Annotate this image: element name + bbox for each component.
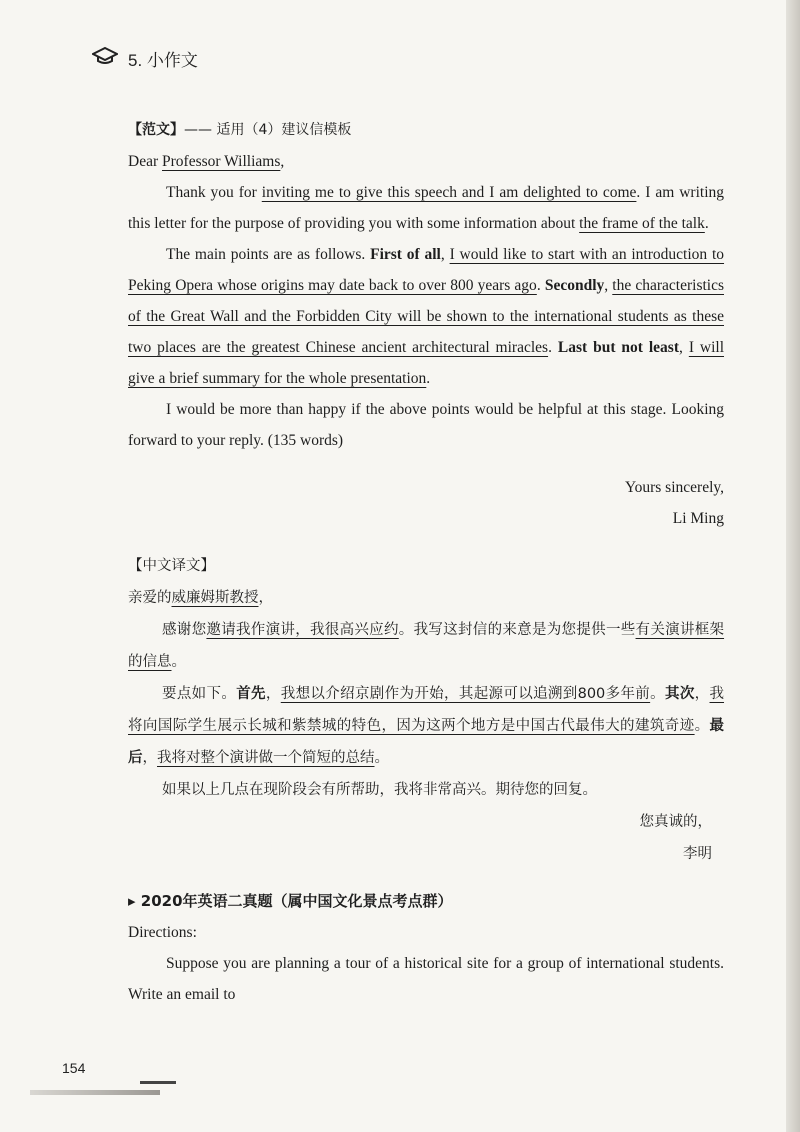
translation-paragraph-3: 如果以上几点在现阶段会有所帮助，我将非常高兴。期待您的回复。 (162, 782, 597, 798)
translation-paragraph-1: 感谢您邀请我作演讲，我很高兴应约。我写这封信的来意是为您提供一些有关演讲框架的信息。 (128, 622, 725, 670)
footer-bar (30, 1090, 160, 1095)
translation-signature: 李明 (683, 846, 712, 862)
translation-salutation: 亲爱的威廉姆斯教授， (128, 590, 273, 606)
translation-closing: 您真诚的， (639, 814, 712, 830)
graduation-cap-icon (92, 46, 118, 71)
page-content (128, 114, 724, 1010)
sample-paragraph-3: I would be more than happy if the above points would be helpful at this stage. Looking forward to your reply. (135 words) (128, 401, 724, 449)
sample-signature: Li Ming (672, 510, 724, 527)
translation-block (128, 550, 724, 870)
book-spine (786, 0, 800, 1132)
triangle-marker-icon: ▸ (128, 892, 136, 910)
translation-paragraph-2: 要点如下。首先，我想以介绍京剧作为开始，其起源可以追溯到800多年前。其次，我将向国际学生展示长城和紫禁城的特色，因为这两个地方是中国古代最伟大的建筑奇迹。最后，我将对整个演讲做一个简短的总结。 (128, 686, 725, 766)
exam-title: ▸ 2020年英语二真题（属中国文化景点考点群） (128, 892, 453, 910)
footer-rule (140, 1081, 176, 1084)
translation-label: 【中文译文】 (128, 558, 215, 574)
exam-text: Suppose you are planning a tour of a historical site for a group of international students. Write an email to (128, 955, 724, 1003)
sample-paragraph-2: The main points are as follows. First of all, I would like to start with an introduction to Peking Opera whose origins may date back to over 800 years ago. Secondly, the characteristics of the Great Wall and the Forbidden City will be shown to the international students as these two places are the greatest Chinese ancient architectural miracles. Last but not least, I will give a brief summary for the whole presentation. (128, 246, 725, 387)
sample-closing: Yours sincerely, (624, 479, 724, 496)
sample-paragraph-1: Thank you for inviting me to give this speech and I am delighted to come. I am writing this letter for the purpose of providing you with some information about the frame of the talk. (128, 184, 725, 232)
sample-salutation: Dear Professor Williams, (128, 153, 285, 170)
page-number: 154 (62, 1060, 86, 1076)
sample-label: 【范文】—— 适用（4）建议信模板 (128, 122, 352, 138)
section-title: 5. 小作文 (128, 51, 198, 70)
section-header (92, 46, 198, 71)
exam-directions: Directions: (128, 924, 197, 941)
